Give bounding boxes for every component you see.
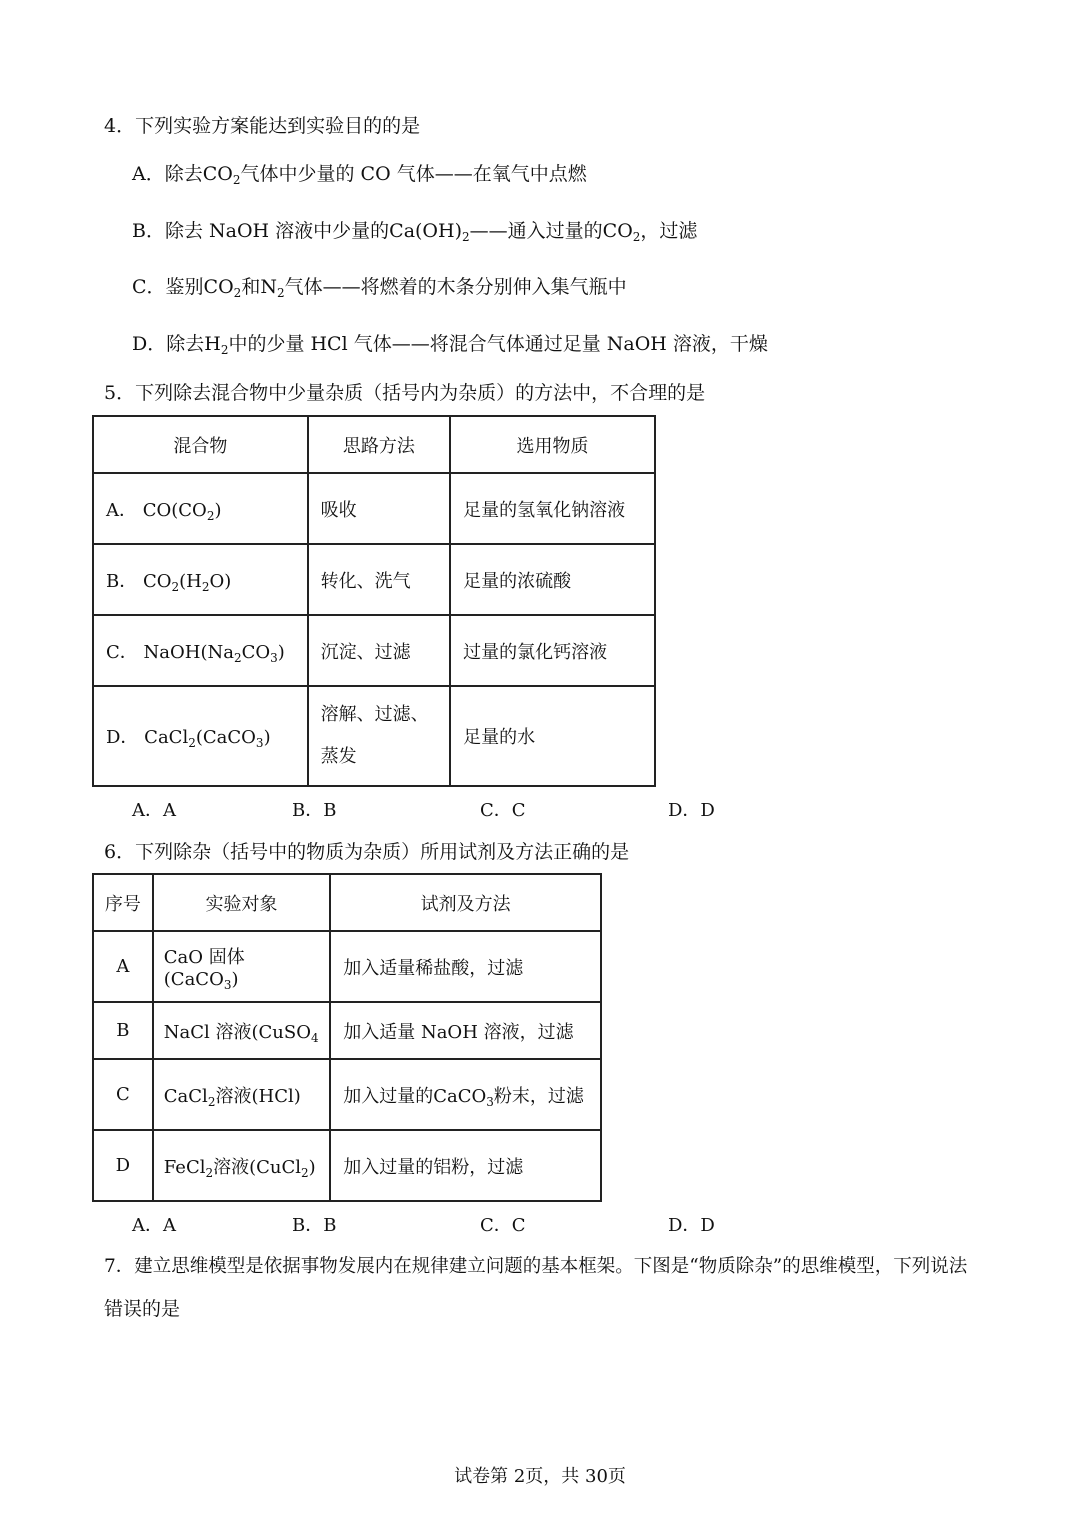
q4-option-a: A．除去$CO_2$气体中少量的 CO 气体——在氧气中点燃 (132, 163, 587, 187)
q6-row-d-no: D (93, 1130, 153, 1201)
q5-row-d-method: 溶解、过滤、 蒸发 (308, 686, 450, 786)
q5-row-d-mixture: D． CaCl$_2$(CaCO$_3$) (93, 686, 308, 786)
q5-choice-d: D．D (668, 800, 715, 821)
q6-choice-c: C．C (480, 1215, 526, 1236)
q5-choice-a: A．A (132, 800, 176, 821)
q6-header-no: 序号 (93, 874, 153, 931)
q6-row-d-object: FeCl$_2$溶液(CuCl$_2$) (153, 1130, 330, 1201)
q6-row-a-method: 加入适量稀盐酸，过滤 (330, 931, 601, 1002)
q5-row-c-mixture: C． $NaOH(Na_2CO_3)$ (93, 615, 308, 686)
q6-header-method: 试剂及方法 (330, 874, 601, 931)
q5-row-d-substance: 足量的水 (450, 686, 655, 786)
q6-row-a-object: CaO 固体(CaCO$_3$) (153, 931, 330, 1002)
q6-choice-d: D．D (668, 1215, 715, 1236)
table-row (93, 615, 655, 686)
q6-choice-b: B．B (292, 1215, 337, 1236)
q5-choices (132, 796, 752, 822)
q5-row-a-mixture: A． $CO(CO_2)$ (93, 473, 308, 544)
table-row (93, 544, 655, 615)
q5-row-c-method: 沉淀、过滤 (308, 615, 450, 686)
q5-row-a-method: 吸收 (308, 473, 450, 544)
table-row (93, 1130, 601, 1201)
q6-row-c-no: C (93, 1059, 153, 1130)
q5-choice-c: C．C (480, 800, 526, 821)
q5-choice-b: B．B (292, 800, 337, 821)
q6-header-object: 实验对象 (153, 874, 330, 931)
q5-row-b-method: 转化、洗气 (308, 544, 450, 615)
q6-choices (132, 1211, 752, 1237)
q6-row-b-no: B (93, 1002, 153, 1059)
page-footer: 试卷第 2页，共 30页 (454, 1466, 626, 1487)
q6-stem: 6．下列除杂（括号中的物质为杂质）所用试剂及方法正确的是 (104, 841, 630, 863)
q5-header-method: 思路方法 (308, 416, 450, 473)
q5-table (92, 415, 656, 787)
q5-row-c-substance: 过量的氯化钙溶液 (450, 615, 655, 686)
q5-header-mixture: 混合物 (93, 416, 308, 473)
q5-row-b-mixture: B． $CO_2(H_2O)$ (93, 544, 308, 615)
q4-option-b: B．除去 NaOH 溶液中少量的$Ca(OH)_2——$通入过量的$CO_2$，过滤 (132, 220, 698, 244)
table-row (93, 686, 655, 786)
q4-option-c: C．鉴别$CO_2$和$N_2$气体——将燃着的木条分别伸入集气瓶中 (132, 276, 627, 300)
q6-row-a-no: A (93, 931, 153, 1002)
q6-row-c-object: CaCl$_2$溶液(HCl) (153, 1059, 330, 1130)
q6-row-b-object: NaCl 溶液(CuSO$_4$ (153, 1002, 330, 1059)
q4-option-d: D．除去$H_2$中的少量 HCl 气体——将混合气体通过足量 NaOH 溶液，干燥 (132, 333, 768, 357)
table-row (93, 473, 655, 544)
q6-row-c-method: 加入过量的CaCO$_3$粉末，过滤 (330, 1059, 601, 1130)
q6-header-row (93, 874, 601, 931)
q5-stem: 5．下列除去混合物中少量杂质（括号内为杂质）的方法中，不合理的是 (104, 382, 706, 404)
q6-row-d-method: 加入过量的铝粉，过滤 (330, 1130, 601, 1201)
q6-row-b-method: 加入适量 NaOH 溶液，过滤 (330, 1002, 601, 1059)
q5-row-a-substance: 足量的氢氧化钠溶液 (450, 473, 655, 544)
q7-stem-line2: 错误的是 (104, 1298, 181, 1320)
q6-choice-a: A．A (132, 1215, 176, 1236)
q6-table (92, 873, 602, 1202)
table-row (93, 1002, 601, 1059)
q5-row-b-substance: 足量的浓硫酸 (450, 544, 655, 615)
q7-stem-line1: 7．建立思维模型是依据事物发展内在规律建立问题的基本框架。下图是“物质除杂”的思维模型，下列说法 (104, 1256, 968, 1277)
table-row (93, 931, 601, 1002)
q4-stem: 4．下列实验方案能达到实验目的的是 (104, 115, 421, 137)
q5-header-substance: 选用物质 (450, 416, 655, 473)
table-row (93, 1059, 601, 1130)
q5-header-row (93, 416, 655, 473)
